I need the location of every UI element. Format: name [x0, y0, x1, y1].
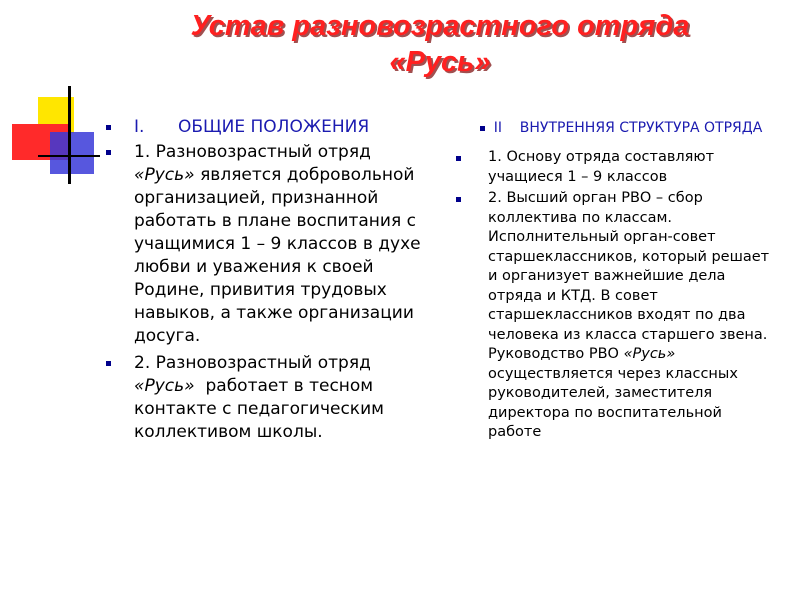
vertical-line — [68, 86, 71, 184]
section-heading-text: ОБЩИЕ ПОЛОЖЕНИЯ — [178, 117, 370, 137]
section-number: II — [493, 120, 502, 136]
list-item — [106, 141, 436, 348]
section-heading-text: ВНУТРЕННЯЯ СТРУКТУРА ОТРЯДА — [519, 120, 763, 136]
item-text: 1. Разновозрастный отряд — [134, 142, 371, 162]
slide-title-line-2: «Русь» — [389, 46, 491, 78]
item-text: 2. Высший орган РВО – сбор коллектива по классам. Исполнительный орган-совет старшеклассников, который решает и организует важнейшие дела отряда и КТД. В совет старшеклассников входят по два человека из класса старшего звена. Руководство РВО — [488, 190, 770, 362]
detachment-name: «Русь» — [134, 165, 195, 185]
section-heading-general — [106, 116, 436, 139]
list-item — [106, 352, 436, 444]
decorative-blocks-logo — [0, 0, 110, 190]
section-number: I. — [134, 117, 145, 137]
detachment-name: «Русь» — [623, 346, 676, 362]
list-item — [456, 189, 776, 443]
horizontal-line — [38, 155, 100, 157]
list-item — [456, 148, 776, 187]
item-text: осуществляется через классных руководителей, заместителя директора по воспитательной работе — [488, 365, 738, 440]
left-column-list — [106, 116, 436, 448]
blue-square — [50, 132, 94, 174]
detachment-name: «Русь» — [134, 376, 195, 396]
item-text: 1. Основу отряда составляют учащиеся 1 – 9 классов — [488, 149, 715, 185]
slide-title-line-1: Устав разновозрастного отряда — [190, 10, 690, 42]
item-text: работает в тесном контакте с педагогическим коллективом школы. — [134, 376, 384, 442]
section-heading-structure — [456, 118, 776, 138]
item-text: 2. Разновозрастный отряд — [134, 353, 371, 373]
item-text: является добровольной организацией, признанной работать в плане воспитания с учащимися 1 – 9 классов в духе любви и уважения к своей Родине, привития трудовых навыков, а также организации досуга. — [134, 165, 421, 346]
slide-title — [150, 8, 730, 80]
right-column-list — [456, 118, 776, 445]
